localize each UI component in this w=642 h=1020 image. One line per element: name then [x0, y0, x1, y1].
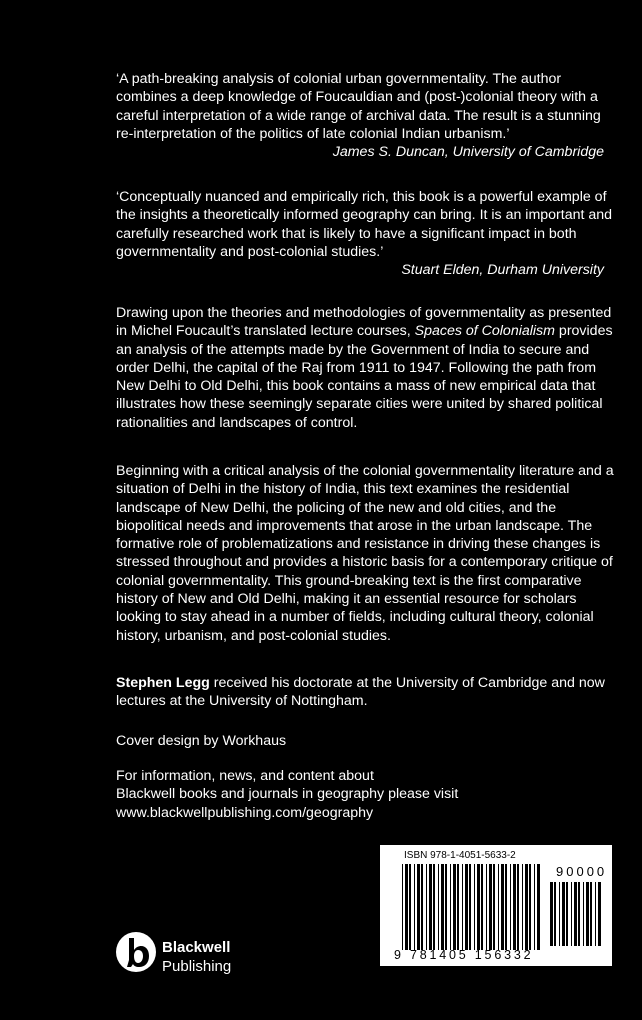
barcode-bar [590, 882, 592, 946]
barcode-bar [450, 864, 451, 950]
barcode-bar [537, 864, 540, 950]
barcode-bar [414, 864, 415, 950]
barcode-bar [477, 864, 480, 950]
author-bio-text: received his doctorate at the University of Cambridge and now lectures at the University of Nottingham. [116, 675, 605, 710]
barcode-bar [489, 864, 492, 950]
barcode-bar [421, 864, 423, 950]
barcode-bar [462, 864, 463, 950]
barcode-bar [554, 882, 556, 946]
barcode-bar [469, 864, 471, 950]
barcode-bar [498, 864, 499, 950]
quote-attribution: James S. Duncan, University of Cambridge [332, 144, 604, 161]
barcode-bar [486, 864, 487, 950]
barcode-bar [562, 882, 565, 946]
author-name: Stephen Legg [116, 675, 210, 691]
barcode [380, 845, 612, 966]
barcode-bar [513, 864, 516, 950]
barcode-bar [433, 864, 435, 950]
isbn-digits: 9 781405 156332 [394, 948, 534, 962]
website-link[interactable]: www.blackwellpublishing.com/geography [116, 804, 374, 821]
info-line: For information, news, and content about [116, 768, 374, 784]
barcode-bar [438, 864, 439, 950]
cover-design-credit: Cover design by Workhaus [116, 733, 287, 749]
barcode-bar [566, 882, 568, 946]
barcode-bar [457, 864, 459, 950]
barcode-bar [481, 864, 483, 950]
barcode-bar [525, 864, 528, 950]
barcode-bar [501, 864, 504, 950]
barcode-bar [445, 864, 447, 950]
description-text: Drawing upon the theories and methodologies of governmentality as presented in Michel Foucault’s translated lecture courses, [116, 305, 612, 340]
barcode-bar [505, 864, 507, 950]
barcode-bar [595, 882, 596, 946]
barcode-bar [426, 864, 427, 950]
barcode-bar [529, 864, 531, 950]
barcode-bar [583, 882, 584, 946]
description-text: provides an analysis of the attempts made by the Government of India to secure and order Delhi, the capital of the Raj from 1911 to 1947. Following the path from New Delhi to Old Delhi, this book contains a mass of new empirical data that illustrates how these seemingly separate cities were united by shared political rationalities and landscapes of control. [116, 323, 613, 431]
review-quote-2 [116, 188, 614, 279]
barcode-bar [578, 882, 580, 946]
info-block [116, 767, 614, 822]
description-paragraph-1 [116, 304, 614, 432]
barcode-bar [571, 882, 572, 946]
review-quote-1 [116, 70, 614, 161]
barcode-bar [402, 864, 403, 950]
barcode-bar [598, 882, 601, 946]
barcode-bar [441, 864, 444, 950]
barcode-bar [405, 864, 408, 950]
barcode-bar [429, 864, 432, 950]
barcode-bar [574, 882, 577, 946]
quote-text: ‘Conceptually nuanced and empirically rich, this book is a powerful example of the insights a theoretically informed geography can bring. It is an important and carefully researched work that is likely to have a significant impact in both governmentality and post-colonial studies.’ [116, 189, 613, 260]
barcode-bar [409, 864, 411, 950]
barcode-bar [417, 864, 420, 950]
isbn-label: ISBN 978-1-4051-5633-2 [404, 850, 516, 861]
barcode-bar [550, 882, 553, 946]
description-paragraph-2 [116, 462, 614, 645]
barcode-bar [493, 864, 495, 950]
quote-text: ‘A path-breaking analysis of colonial urban governmentality. The author combines a deep knowledge of Foucauldian and (post-)colonial theory with a careful interpretation of a wide range of archival data. The result is a stunning re-interpretation of the politics of late colonial Indian urbanism.’ [116, 71, 601, 142]
blackwell-logo-icon [116, 930, 156, 974]
barcode-bar [453, 864, 456, 950]
description-text: Beginning with a critical analysis of the colonial governmentality literature and a situation of Delhi in the history of India, this text examines the residential landscape of New Delhi, the policing of the new and old cities, and the biopolitical needs and improvements that arose in the urban landscape. The formative role of problematizations and resistance in driving these changes is stressed throughout and provides a historic basis for a contemporary critique of colonial governmentality. This ground-breaking text is the first comparative history of New and Old Delhi, making it an essential resource for scholars looking to stay ahead in a number of fields, including cultural theory, colonial history, urbanism, and post-colonial studies. [116, 463, 614, 644]
quote-attribution: Stuart Elden, Durham University [401, 262, 604, 279]
author-bio [116, 674, 614, 711]
barcode-bar [517, 864, 519, 950]
info-line: Blackwell books and journals in geography please visit [116, 786, 459, 803]
publisher-name: Blackwell Publishing [162, 939, 232, 975]
barcode-bar [465, 864, 468, 950]
barcode-bar [559, 882, 560, 946]
barcode-bar [522, 864, 523, 950]
book-title: Spaces of Colonialism [414, 323, 555, 340]
barcode-addon-number: 90000 [556, 864, 608, 879]
barcode-bar [510, 864, 511, 950]
barcode-bar [474, 864, 475, 950]
barcode-bar [586, 882, 589, 946]
barcode-addon-bars [550, 882, 602, 946]
barcode-bar [534, 864, 535, 950]
barcode-bars [402, 864, 542, 950]
